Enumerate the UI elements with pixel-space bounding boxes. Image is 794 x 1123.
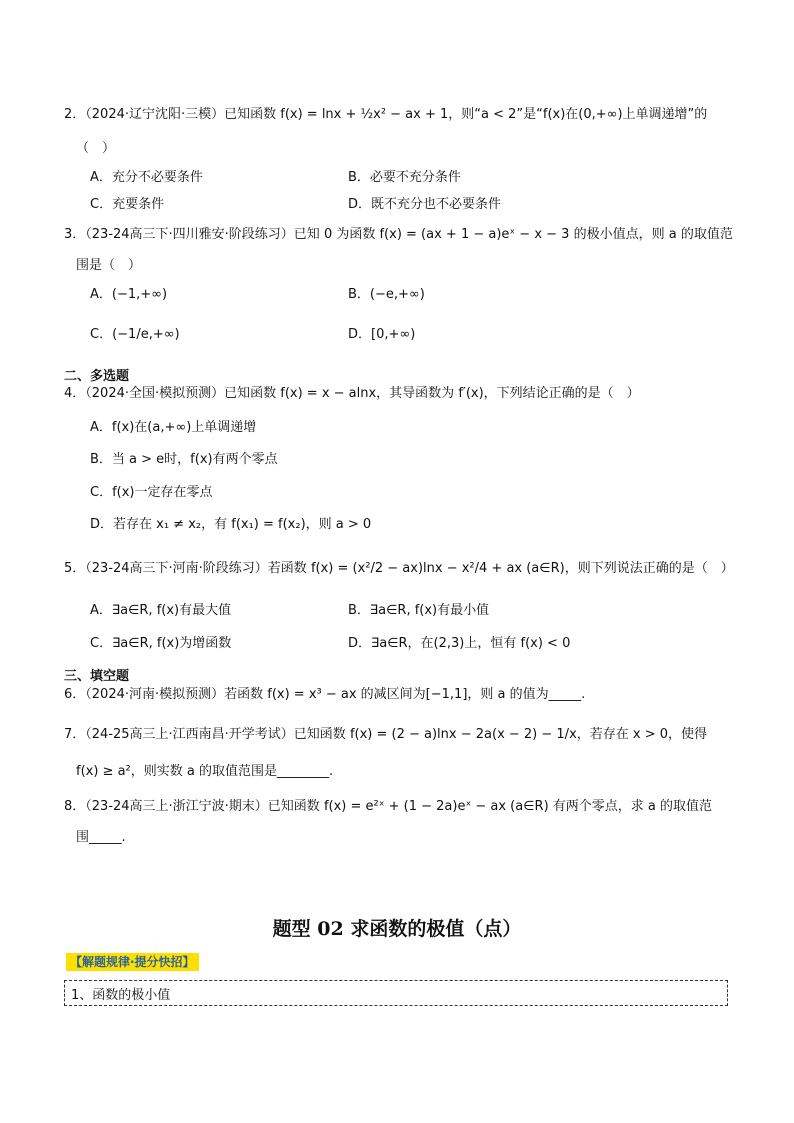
section-fill-blank: 三、填空题 <box>64 669 130 684</box>
q3-option-d: D．[0,+∞) <box>348 327 416 342</box>
q3-option-a: A．(−1,+∞) <box>90 287 168 302</box>
q5-option-c: C．∃a∈R, f(x)为增函数 <box>90 636 232 651</box>
q6-stem: 6．（2024·河南·模拟预测）若函数 f(x) = x³ − ax 的减区间为[−1,1]，则 a 的值为_____. <box>64 687 586 702</box>
section-multi-choice: 二、多选题 <box>64 369 130 384</box>
q8-stem-cont: 围_____. <box>76 830 126 845</box>
q5-option-d: D．∃a∈R，在(2,3)上，恒有 f(x) < 0 <box>348 636 571 651</box>
q3-stem-cont: 围是（ ） <box>76 258 142 273</box>
q2-option-c: C．充要条件 <box>90 197 165 212</box>
q4-option-c: C．f(x)一定存在零点 <box>90 485 213 500</box>
q7-stem-cont: f(x) ≥ a²，则实数 a 的取值范围是________. <box>76 764 334 779</box>
q2-option-b: B．必要不充分条件 <box>348 170 461 185</box>
q4-option-d: D．若存在 x₁ ≠ x₂，有 f(x₁) = f(x₂)，则 a > 0 <box>90 517 372 532</box>
q8-stem: 8．（23-24高三上·浙江宁波·期末）已知函数 f(x) = e²ˣ + (1 − 2a)eˣ − ax (a∈R) 有两个零点，求 a 的取值范 <box>64 799 713 814</box>
q2-option-d: D．既不充分也不必要条件 <box>348 197 502 212</box>
q4-option-b: B．当 a > e时，f(x)有两个零点 <box>90 452 278 467</box>
q4-stem: 4．（2024·全国·模拟预测）已知函数 f(x) = x − alnx，其导函数为 f′(x)，下列结论正确的是（ ） <box>64 386 640 401</box>
q3-option-c: C．(−1/e,+∞) <box>90 327 180 342</box>
q3-option-b: B．(−e,+∞) <box>348 287 425 302</box>
tip-box <box>64 980 728 1006</box>
q5-stem: 5．（23-24高三下·河南·阶段练习）若函数 f(x) = (x²/2 − ax)lnx − x²/4 + ax (a∈R)，则下列说法正确的是（ ） <box>64 561 734 576</box>
q5-option-a: A．∃a∈R, f(x)有最大值 <box>90 603 232 618</box>
section-heading: 题型 02 求函数的极值（点） <box>272 918 522 940</box>
q3-stem: 3．（23-24高三下·四川雅安·阶段练习）已知 0 为函数 f(x) = (ax + 1 − a)eˣ − x − 3 的极小值点，则 a 的取值范 <box>64 227 733 242</box>
q5-option-b: B．∃a∈R, f(x)有最小值 <box>348 603 490 618</box>
q2-option-a: A．充分不必要条件 <box>90 170 203 185</box>
tip-tag: 【解题规律·提分快招】 <box>66 953 199 971</box>
q2-paren: （ ） <box>76 141 116 156</box>
q2-stem: 2．（2024·辽宁沈阳·三模）已知函数 f(x) = lnx + ½x² − ax + 1，则“a < 2”是“f(x)在(0,+∞)上单调递增”的 <box>64 107 708 122</box>
tip-box-text: 1、函数的极小值 <box>71 988 171 1003</box>
q7-stem: 7．（24-25高三上·江西南昌·开学考试）已知函数 f(x) = (2 − a)lnx − 2a(x − 2) − 1/x，若存在 x > 0，使得 <box>64 727 708 742</box>
q4-option-a: A．f(x)在(a,+∞)上单调递增 <box>90 420 257 435</box>
